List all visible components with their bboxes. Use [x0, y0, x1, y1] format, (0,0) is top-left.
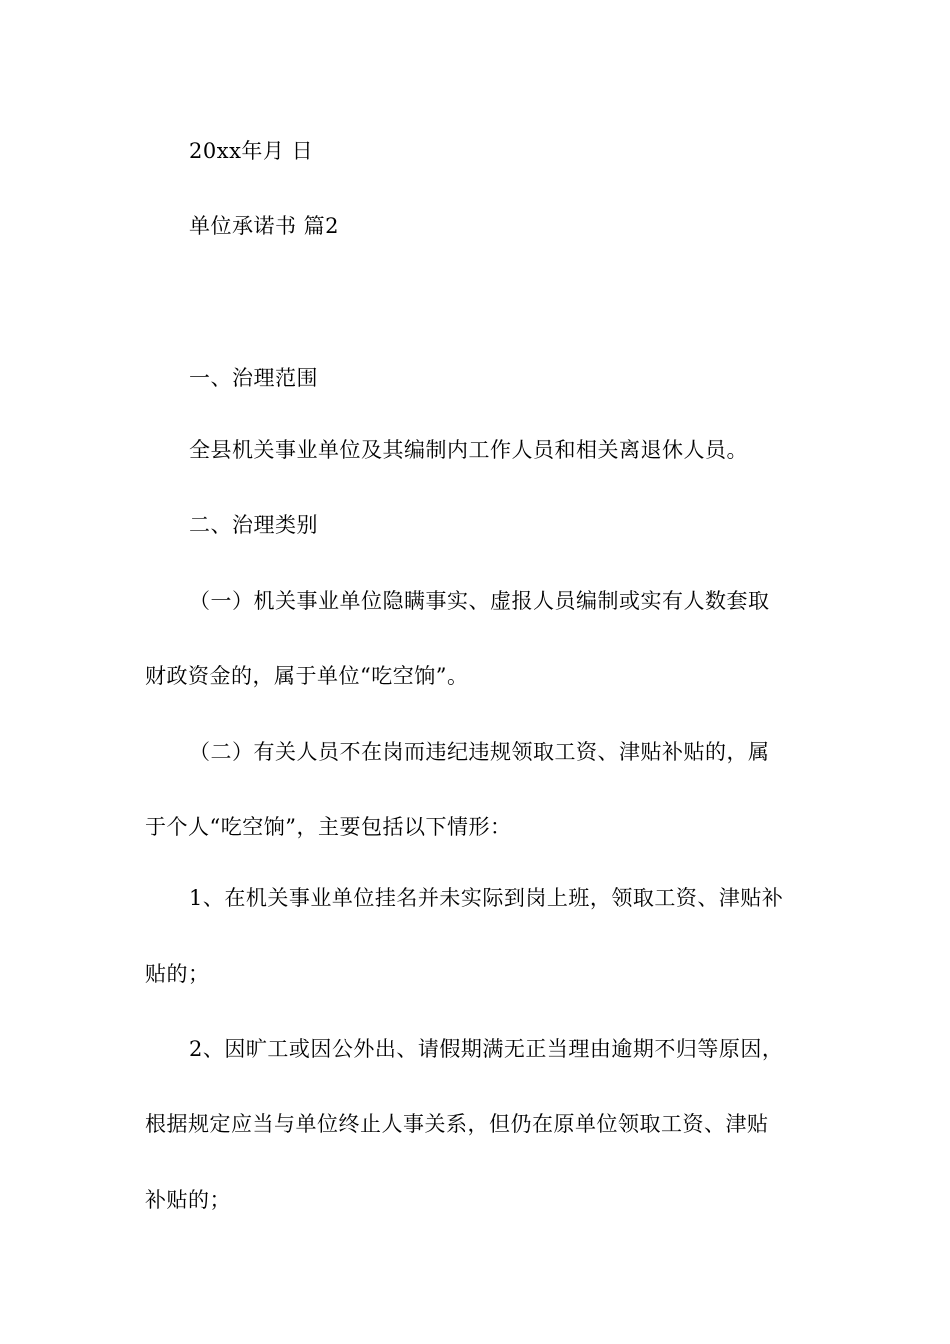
- section1-title: 一、治理范围: [189, 366, 318, 390]
- section2-title: 二、治理类别: [189, 513, 318, 537]
- item1-line2: 财政资金的，属于单位“吃空饷”。: [145, 664, 469, 688]
- case2-line3: 补贴的；: [145, 1188, 231, 1212]
- document-heading: 单位承诺书 篇2: [189, 214, 340, 238]
- date-line: 20xx年月 日: [189, 139, 314, 163]
- section1-body: 全县机关事业单位及其编制内工作人员和相关离退休人员。: [189, 438, 748, 462]
- case1-line2: 贴的；: [145, 962, 210, 986]
- item2-line2: 于个人“吃空饷”，主要包括以下情形：: [145, 815, 512, 839]
- item1-line1: （一）机关事业单位隐瞒事实、虚报人员编制或实有人数套取: [189, 589, 770, 613]
- case2-line1: 2、因旷工或因公外出、请假期满无正当理由逾期不归等原因，: [189, 1037, 784, 1061]
- item2-line1: （二）有关人员不在岗而违纪违规领取工资、津贴补贴的，属: [189, 740, 770, 764]
- case2-line2: 根据规定应当与单位终止人事关系，但仍在原单位领取工资、津贴: [145, 1112, 769, 1136]
- case1-line1: 1、在机关事业单位挂名并未实际到岗上班，领取工资、津贴补: [189, 886, 784, 910]
